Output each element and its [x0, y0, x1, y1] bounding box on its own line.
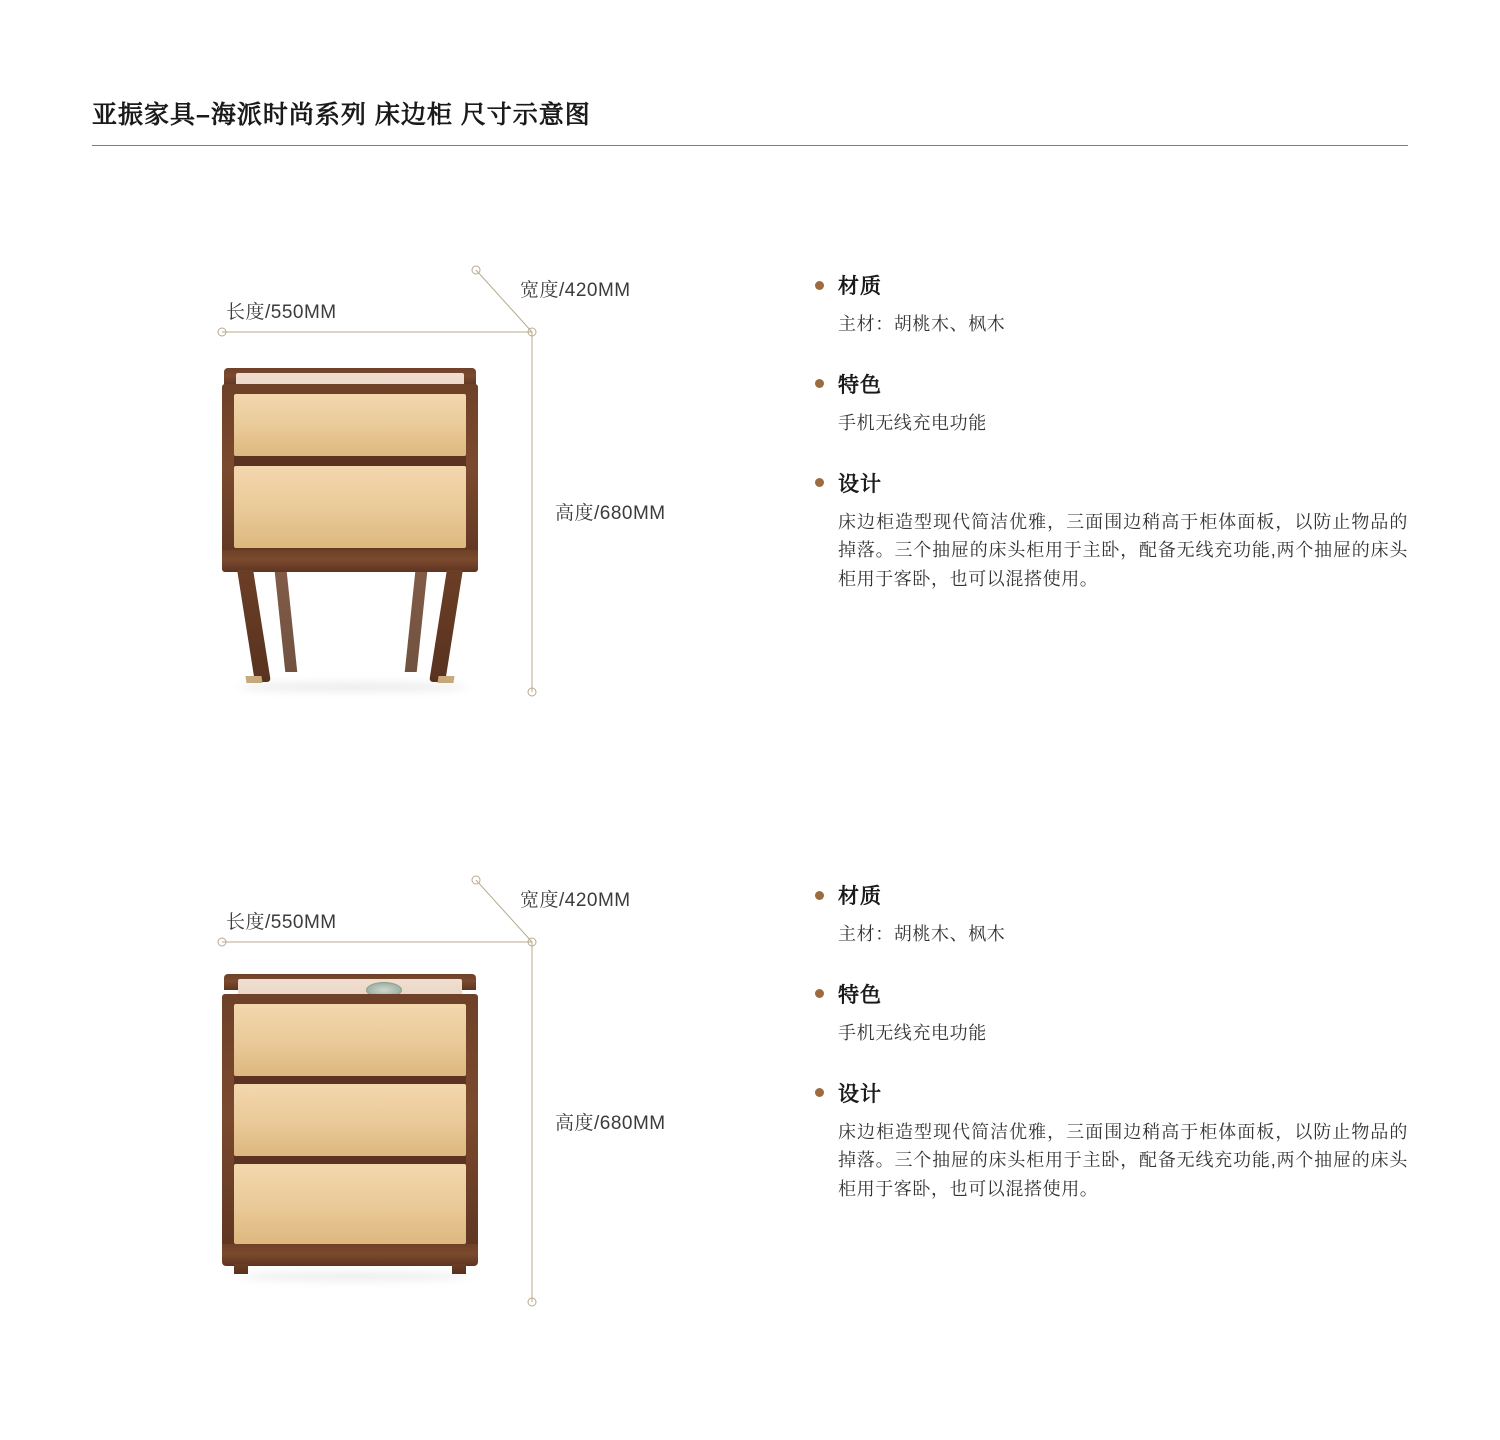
spec-body-material-1: 主材：胡桃木、枫木 [838, 314, 1006, 334]
header-divider [92, 145, 1408, 146]
dimension-height-label-1: 高度/680MM [555, 503, 666, 524]
spec-head-feature-2 [815, 979, 1415, 1009]
spec-block-material-2 [815, 880, 1415, 949]
dimension-width-label-2: 宽度/420MM [520, 890, 631, 911]
spec-head-design-2 [815, 1078, 1415, 1108]
spec-body-design-1: 床边柜造型现代简洁优雅，三面围边稍高于柜体面板，以防止物品的掉落。三个抽屉的床头柜用于主卧，配备无线充功能,两个抽屉的床头柜用于客卧，也可以混搭使用。 [838, 511, 1408, 590]
bullet-icon [815, 989, 824, 998]
spec-title-material-1: 材质 [838, 275, 882, 298]
spec-block-material-1 [815, 270, 1415, 339]
spec-title-design-2: 设计 [838, 1082, 882, 1106]
spec-title-design-1: 设计 [838, 472, 882, 496]
spec-title-feature-1: 特色 [838, 373, 882, 397]
bullet-icon [815, 1088, 824, 1097]
bullet-icon [815, 281, 824, 290]
bullet-icon [815, 478, 824, 487]
product-image-three-drawer-cabinet [218, 968, 488, 1288]
spec-head-feature-1 [815, 369, 1415, 399]
dimension-height-label-2: 高度/680MM [555, 1113, 666, 1134]
page-title: 亚振家具–海派时尚系列 床边柜 尺寸示意图 [92, 101, 591, 129]
spec-title-feature-2: 特色 [838, 983, 882, 1007]
spec-body-design-2: 床边柜造型现代简洁优雅，三面围边稍高于柜体面板，以防止物品的掉落。三个抽屉的床头柜用于主卧，配备无线充功能,两个抽屉的床头柜用于客卧，也可以混搭使用。 [838, 1121, 1408, 1200]
page-header [92, 95, 1408, 146]
bullet-icon [815, 891, 824, 900]
dimension-width-label-1: 宽度/420MM [520, 280, 631, 301]
spec-body-feature-1: 手机无线充电功能 [838, 412, 987, 433]
spec-body-material-2: 主材：胡桃木、枫木 [838, 924, 1006, 944]
dimension-length-label-2: 长度/550MM [226, 912, 337, 933]
spec-block-design-2 [815, 1078, 1415, 1204]
spec-body-feature-2: 手机无线充电功能 [838, 1022, 987, 1043]
product-section-2 [0, 850, 1500, 1370]
dimension-diagram-1 [180, 240, 740, 740]
spec-block-feature-1 [815, 369, 1415, 438]
spec-block-feature-2 [815, 979, 1415, 1048]
product-image-two-drawer-cabinet [218, 360, 488, 690]
spec-list-1 [815, 270, 1415, 624]
spec-head-material-1 [815, 270, 1415, 300]
dimension-diagram-2 [180, 850, 740, 1350]
spec-block-design-1 [815, 468, 1415, 594]
spec-title-material-2: 材质 [838, 885, 882, 908]
dimension-length-label-1: 长度/550MM [226, 302, 337, 323]
spec-head-material-2 [815, 880, 1415, 910]
bullet-icon [815, 379, 824, 388]
product-section-1 [0, 240, 1500, 760]
spec-list-2 [815, 880, 1415, 1234]
spec-head-design-1 [815, 468, 1415, 498]
